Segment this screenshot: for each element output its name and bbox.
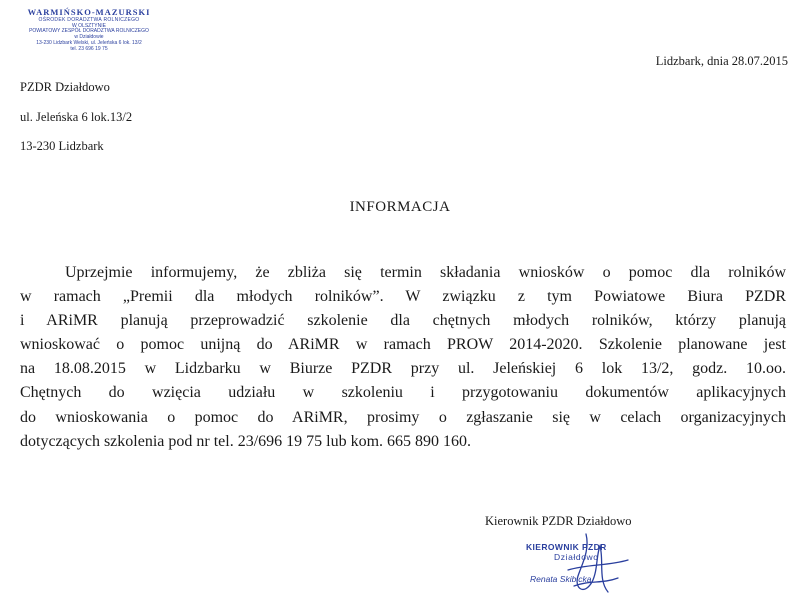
letter-body	[20, 261, 786, 454]
signatory-role: Kierownik PZDR Działdowo	[485, 514, 632, 528]
signature-stamp-name: Renata Skibicka	[530, 574, 592, 585]
body-line: do wnioskowania o pomoc do ARiMR, prosimy o zgłaszanie się w celach organizacyjnych	[20, 408, 786, 426]
body-line: w ramach „Premii dla młodych rolników”. W związku z tym Powiatowe Biura PZDR	[20, 288, 786, 306]
stamp-line-2: OŚRODEK DORADZTWA ROLNICZEGO	[38, 16, 140, 23]
signature-stamp-line-2: Działdowo	[554, 552, 599, 563]
signature-stamp-line-1: KIEROWNIK PZDR	[526, 542, 607, 552]
body-line: Uprzejmie informujemy, że zbliża się termin składania wniosków o pomoc dla rolników	[65, 264, 786, 281]
stamp-line-5: w Działdowie	[74, 34, 104, 41]
document-title: INFORMACJA	[349, 199, 451, 215]
body-line: dotyczących szkolenia pod nr tel. 23/696 19 75 lub kom. 665 890 160.	[20, 432, 472, 450]
body-line: wnioskować o pomoc unijną do ARiMR w ramach PROW 2014-2020. Szkolenie planowane jest	[20, 336, 786, 354]
stamp-line-3: W OLSZTYNIE	[72, 22, 106, 29]
stamp-line-4: POWIATOWY ZESPÓŁ DORADZTWA ROLNICZEGO	[29, 28, 149, 35]
letter-date: Lidzbark, dnia 28.07.2015	[655, 54, 788, 68]
header-stamp	[14, 8, 164, 52]
body-line: na 18.08.2015 w Lidzbarku w Biurze PZDR przy ul. Jeleńskiej 6 lok 13/2, godz. 10.oo.	[20, 360, 786, 378]
stamp-line-1: WARMIŃSKO-MAZURSKI	[27, 7, 151, 17]
handwritten-signature	[538, 530, 648, 602]
stamp-line-7: tel. 23 696 19 75	[70, 45, 108, 52]
recipient-city: 13-230 Lidzbark	[20, 139, 104, 153]
recipient-name: PZDR Działdowo	[20, 80, 110, 94]
body-line: i ARiMR planują przeprowadzić szkolenie dla chętnych młodych rolników, którzy planują	[20, 312, 786, 330]
stamp-line-6: 13-230 Lidzbark Welski, ul. Jeleńska 6 lok. 13/2	[36, 39, 142, 46]
recipient-street: ul. Jeleńska 6 lok.13/2	[20, 110, 133, 124]
body-line: Chętnych do wzięcia udziału w szkoleniu i przygotowaniu dokumentów aplikacyjnych	[20, 384, 786, 402]
